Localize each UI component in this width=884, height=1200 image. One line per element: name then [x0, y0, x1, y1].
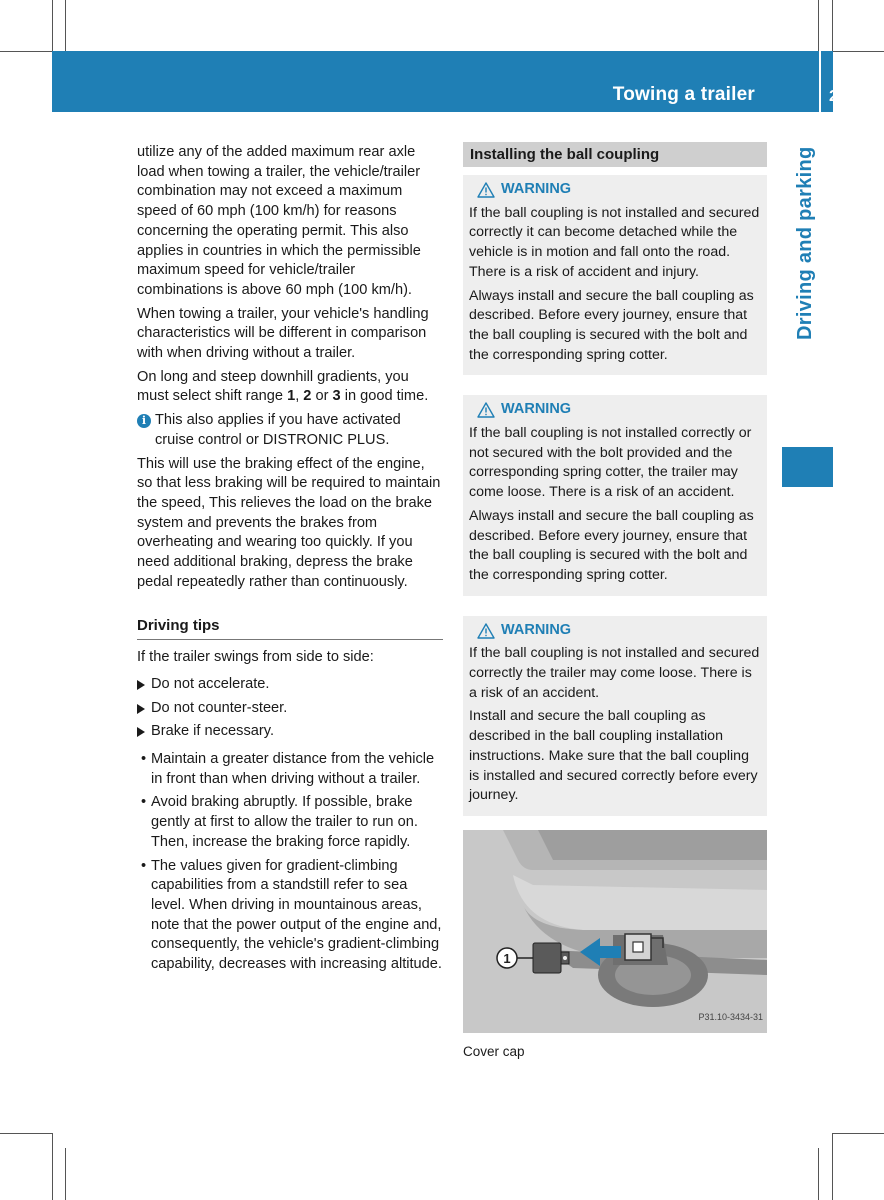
warning-text: Always install and secure the ball coupling as described. Before every journey, ensure that the ball coupling is secured with the bolt and the corresponding spring cotter. — [469, 507, 754, 583]
crop-mark — [52, 0, 53, 51]
warning-icon — [477, 623, 495, 639]
right-column — [463, 142, 767, 1062]
crop-mark — [818, 0, 819, 51]
figure-caption: Cover cap — [463, 1043, 525, 1059]
warning-title: WARNING — [477, 400, 761, 420]
step-item: Brake if necessary. — [137, 722, 443, 742]
step-item: Do not counter-steer. — [137, 699, 443, 719]
bullet-icon: • — [141, 794, 147, 811]
bullet-icon: • — [141, 750, 147, 767]
step-arrow-icon — [137, 704, 145, 714]
crop-mark — [52, 1133, 53, 1200]
info-note — [137, 411, 443, 450]
bullet-icon: • — [141, 857, 147, 874]
warning-box — [463, 175, 767, 375]
paragraph: On long and steep downhill gradients, you must select shift range 1, 2 or 3 in good time. — [137, 368, 429, 405]
warning-box — [463, 395, 767, 595]
crop-mark — [818, 1148, 819, 1200]
chapter-tab-marker — [782, 447, 833, 487]
note-text: This also applies if you have activated cruise control or DISTRONIC PLUS. — [155, 412, 401, 448]
step-arrow-icon — [137, 727, 145, 737]
warning-text: Install and secure the ball coupling as described in the ball coupling installation instructions. Make sure that the ball coupling is installed and secured correctly before every journey. — [469, 708, 758, 804]
bullet-item: • The values given for gradient-climbing capabilities from a standstill refer to sea level. When driving in mountainous areas, note that the power output of the engine and, consequently, the vehicle's gradient-climbing capability, decreases with increasing altitude. — [141, 857, 443, 975]
crop-mark — [833, 51, 884, 52]
warning-text: Always install and secure the ball coupling as described. Before every journey, ensure that the ball coupling is secured with the bolt and the corresponding spring cotter. — [469, 287, 754, 363]
warning-box — [463, 616, 767, 816]
crop-mark — [0, 1133, 52, 1134]
callout-number: 1 — [503, 950, 511, 966]
warning-icon — [477, 402, 495, 418]
page-title: Towing a trailer — [612, 84, 755, 105]
header-bar — [52, 51, 856, 112]
bullet-item: • Avoid braking abruptly. If possible, brake gently at first to allow the trailer to run on. Then, increase the braking force rapidly. — [141, 793, 443, 852]
warning-title: WARNING — [477, 180, 761, 200]
left-column — [137, 143, 443, 979]
crop-mark — [65, 0, 66, 51]
crop-mark — [832, 1133, 833, 1200]
paragraph: If the trailer swings from side to side: — [137, 649, 374, 666]
page-number: 255 — [829, 88, 856, 105]
paragraph: This will use the braking effect of the engine, so that less braking will be required to maintain the speed, This relieves the load on the brake system and prevents the brakes from overheating and wearing too quickly. If you need additional braking, depress the brake pedal repeatedly rather than continuously. — [137, 455, 441, 590]
header-divider — [819, 51, 821, 112]
warning-text: If the ball coupling is not installed and secured correctly the trailer may come loose. There is a risk of an accident. — [469, 645, 760, 701]
warning-icon — [477, 182, 495, 198]
vehicle-rear-illustration — [463, 830, 767, 1033]
section-heading: Driving tips — [137, 616, 443, 640]
hitch-illustration — [463, 830, 767, 1033]
step-arrow-icon — [137, 680, 145, 690]
crop-mark — [0, 51, 52, 52]
bullet-item: • Maintain a greater distance from the vehicle in front than when driving without a trailer. — [141, 750, 443, 789]
crop-mark — [832, 0, 833, 51]
chapter-tab-label: Driving and parking — [794, 146, 816, 340]
figure-code: P31.10-3434-31 — [698, 1012, 763, 1023]
crop-mark — [833, 1133, 884, 1134]
warning-text: If the ball coupling is not installed and secured correctly it can become detached while the vehicle is in motion and fall onto the road. There is a risk of accident and injury. — [469, 204, 760, 280]
warning-text: If the ball coupling is not installed correctly or not secured with the bolt provided and the corresponding spring cotter, the trailer may come loose. There is a risk of an accident. — [469, 425, 752, 501]
warning-title: WARNING — [477, 621, 761, 641]
paragraph: When towing a trailer, your vehicle's handling characteristics will be different in comparison with when driving without a trailer. — [137, 305, 429, 362]
step-item: Do not accelerate. — [137, 675, 443, 695]
section-heading: Installing the ball coupling — [463, 142, 767, 167]
paragraph: utilize any of the added maximum rear axle load when towing a trailer, the vehicle/trailer combination may not exceed a maximum speed of 60 mph (100 km/h) for reasons concerning the operating permit. This also applies in countries in which the permissible maximum speed for vehicle/trailer combinations is above 60 mph (100 km/h). — [137, 144, 421, 298]
info-icon: i — [137, 414, 151, 428]
crop-mark — [65, 1148, 66, 1200]
